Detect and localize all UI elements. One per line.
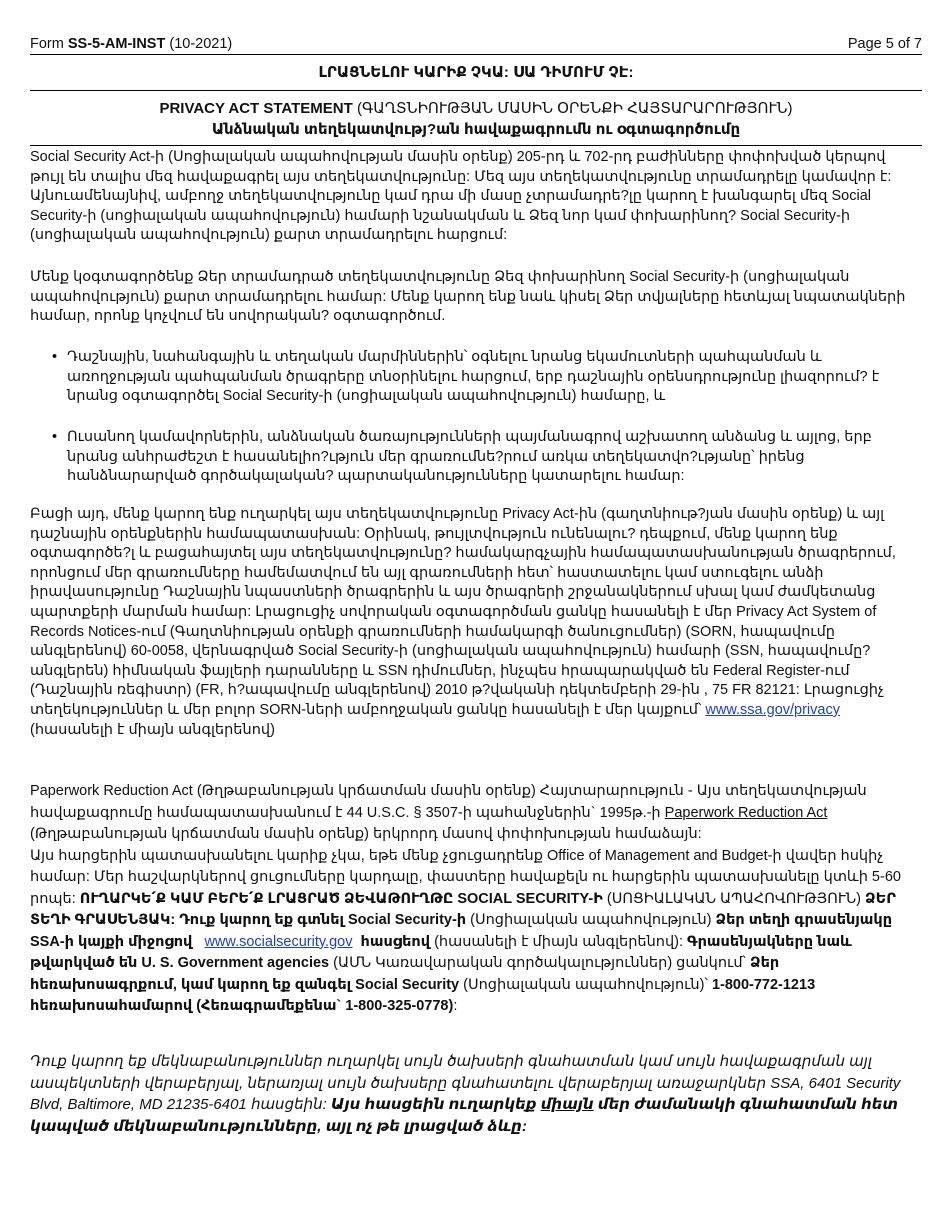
comments-note: Դուք կարող եք մեկնաբանություններ ուղարկել սույն ծախսերի գնահատման կամ սույն հավաքագրման այլ ասպեկտների վերաբերյալ, ներառյալ սույն ծախսերը գնահատելու վերաբերյալ առաջարկներ SSA, 6401 Security Blvd, Baltimore, MD 21235-6401 հասցեին: Այս հասցեին ուղարկեք միայն մեր ժամանակի գնահատման հետ կապված մեկնաբանությունները, այլ ոչ թե լրացված ձևը:	[30, 1053, 901, 1135]
form-id: Form SS-5-AM-INST (10-2021)	[30, 36, 233, 52]
ssa-privacy-link[interactable]: www.ssa.gov/privacy	[705, 701, 840, 718]
socialsecurity-gov-link[interactable]: www.socialsecurity.gov	[204, 933, 353, 950]
header-divider	[30, 54, 922, 55]
paperwork-reduction-statement: Paperwork Reduction Act (Թղթաբանության կրճատման մասին օրենք) Հայտարարություն - Այս տեղեկատվության հավաքագրումը համապատասխանում է 44 U.S.C. § 3507-ի պահանջներին` 1995թ.-ի Paperwork Reduction Act (Թղթաբանության կրճատման մասին օրենք) երկրորդ մասով փոփոխության համաձայն: Այս հարցերին պատասխանելու կարիք չկա, եթե մենք չցուցադրենք Office of Management and Budget-ի վավեր հսկիչ համար: Մեր հաշվարկներով ցուցումները կարդալը, փաստերը հավաքելն ու հարցերին պատասխանելը կտևի 5-60 րոպե: ՈՒՂԱՐԿԵ՛Ք ԿԱՄ ԲԵՐԵ՛Ք ԼՐԱՑՐԱԾ ՁԵՎԱԹՈՒՂԹԸ SOCIAL SECURITY-Ի (ՍՈՑԻԱԼԱԿԱՆ ԱՊԱՀՈՎՈՒԹՅՈՒՆ) ՁԵՐ ՏԵՂԻ ԳՐԱՍԵՆՅԱԿ: Դուք կարող եք գտնել Social Security-ի (Սոցիալական ապահովություն) Ձեր տեղի գրասենյակը SSA-ի կայքի միջոցով www.socialsecurity.gov հասցեով (հասանելի է միայն անգլերենով): Գրասենյակները նաև թվարկված են U. S. Government agencies (ԱՄՆ Կառավարական գործակալություններ) ցանկում՝ Ձեր հեռախոսագրքում, կամ կարող եք զանգել Social Security (Սոցիալական ապահովություն)՝ 1-800-772-1213 հեռախոսահամարով (Հեռագրամեքենա` 1-800-325-0778):	[30, 783, 901, 1014]
paperwork-act-reference: Paperwork Reduction Act	[664, 804, 828, 821]
page-number: Page 5 of 7	[847, 36, 922, 52]
privacy-act-title: PRIVACY ACT STATEMENT (ԳԱՂՏՆԻՈՒԹՅԱՆ ՄԱՍԻՆ ՕՐԵՆՔԻ ՀԱՅՏԱՐԱՐՈՒԹՅՈՒՆ) Անձնական տեղեկատվությ?ան հավաքագրումն ու օգտագործումը	[159, 100, 793, 138]
privacy-paragraph-2: Մենք կօգտագործենք Ձեր տրամադրած տեղեկատվությունը Ձեզ փոխարինող Social Security-ի (սոցիալական ապահովություն) քարտ տրամադրելու համար: Մենք կարող ենք նաև կիսել Ձեր տվյալները հետևյալ նպատակների համար, որոնք կոչվում են սովորական? օգտագործում.	[30, 269, 906, 325]
privacy-paragraph-3: Բացի այդ, մենք կարող ենք ուղարկել այս տեղեկատվությունը Privacy Act-ին (գաղտնիութ?յան մասին օրենք) և այլ դաշնային օրենքներին համապատասխան: Օրինակ, թույլտվություն ունենալու? դեպքում, մենք կարող ենք օգտագործե?լ և բացահայտել այս տեղեկատվությունը? համակարգչային համապատասխանության ծրագրերում, որոնցում մեր գրառումները համեմատվում են այլ գրառումների հետ՝ հաստատելու կամ ստուգելու անձի իրավասությունը Դաշնային նպաստների ծրագրերին և այս ծրագրերի շրջանակներում սխալ կամ ժամկետանց պարտքերի մարման համար: Լրացուցիչ սովորական օգտագործման ցանկը հասանելի է մեր Privacy Act System of Records Notices-ում (Գաղտնիության օրենքի գրառումների համակարգի ծանուցումներ) (SORN, հապավումը անգլերենով) 60-0058, վերնագրված Social Security-ի (սոցիալական ապահովություն) համարի (SSN, հապավումը? անգլերեն) հիմնական ֆայլերի դարանները և SSN դիմումներ, ինչպես հրապարակված են Federal Register-ում (Դաշնային ռեգիստր) (FR, հ?ապավումը անգլերենով) 2010 թ?վականի դեկտեմբերի 29-ին , 75 FR 82121: Լրացուցիչ տեղեկություններ և մեր բոլոր SORN-ների ամբողջական ցանկը հասանելի է մեր կայքում՝ www.ssa.gov/privacy (հասանելի է միայն անգլերենով)	[30, 506, 896, 738]
list-item: • Ուսանող կամավորներին, անձնական ծառայությունների պայմանագրով աշխատող անձանց և այլոց, երբ նրանց անհրաժեշտ է հասանելիո?ւթյուն մեր գրառումնե?րում առկա տեղեկատվո?ւթյանը՝ իրենց հանձնարարված գործակալական? պարտականությունները կատարելու համար:	[52, 429, 872, 485]
page-header	[30, 36, 922, 54]
list-item: • Դաշնային, նահանգային և տեղական մարմիններին՝ օգնելու նրանց եկամուտների պահպանման և առողջության պահպանման ծրագրերը տնօրինելու հարցում, երբ դաշնային օրենսդրությունը լիազորում? է նրանց օգտագործել Social Security-ի (սոցիալական ապահովություն) համարը, և	[52, 349, 880, 405]
privacy-paragraph-1: Social Security Act-ի (Սոցիալական ապահովության մասին օրենք) 205-րդ և 702-րդ բաժինները փոփոխված կերպով թույլ են տալիս մեզ հավաքագրել այս տեղեկատվությունը: Մեզ այս տեղեկատվությունը տրամադրելը կամավոր է: Այնուամենայնիվ, ամբողջ տեղեկատվությունը կամ դրա մի մասը չտրամադրե?լը կարող է խանգարել մեզ Social Security-ի (սոցիալական ապահովություն) համարի նշանակման և Ձեզ նոր կամ փոխարինող? Social Security-ի (սոցիալական ապահովություն) քարտ տրամադրելու հարցում:	[30, 149, 892, 244]
bullet-icon: •	[52, 429, 58, 445]
title-divider	[30, 145, 922, 146]
privacy-act-subtitle: Անձնական տեղեկատվությ?ան հավաքագրումն ու օգտագործումը	[211, 121, 741, 138]
not-an-application-banner: ԼՐԱՑՆԵԼՈՒ ԿԱՐԻՔ ՉԿԱ: ՍԱ ԴԻՄՈՒՄ ՉԷ:	[318, 64, 634, 81]
banner-divider	[30, 90, 922, 91]
bullet-icon: •	[52, 349, 58, 365]
